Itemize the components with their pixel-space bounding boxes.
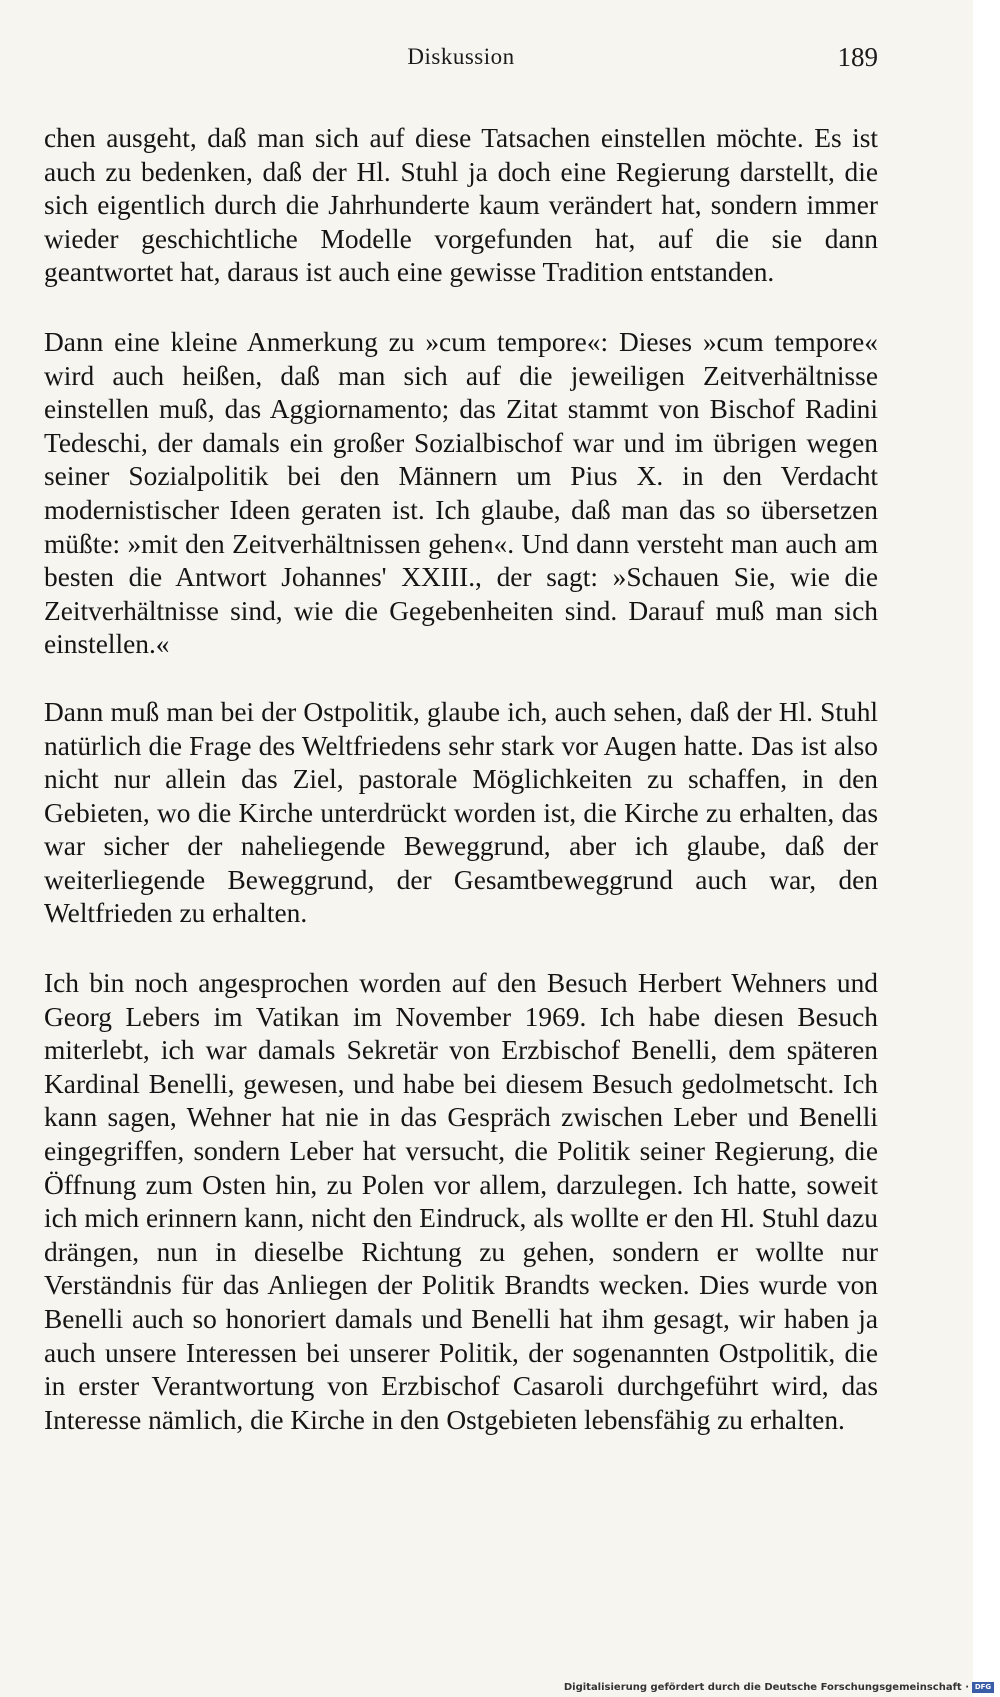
dfg-logo: DFG — [972, 1682, 994, 1693]
body-text — [44, 122, 878, 1437]
paragraph-3: Dann muß man bei der Ostpolitik, glaube ich, auch sehen, daß der Hl. Stuhl natürlich die Frage des Weltfriedens sehr stark vor Augen hatte. Das ist also nicht nur allein das Ziel, pastorale Möglichkeiten zu schaffen, in den Gebieten, wo die Kirche unterdrückt worden ist, die Kirche zu erhalten, das war sicher der naheliegende Beweggrund, aber ich glaube, daß der weiterliegende Beweggrund, der Gesamtbeweggrund auch war, den Weltfrieden zu erhalten. — [44, 696, 878, 929]
page-number: 189 — [837, 42, 878, 72]
digitization-credit — [564, 1680, 994, 1694]
running-title: Diskussion — [407, 44, 515, 69]
paragraph-2: Dann eine kleine Anmerkung zu »cum tempore«: Dieses »cum tempore« wird auch heißen, daß man sich auf die jeweiligen Zeitverhältnisse einstellen muß, das Aggiornamento; das Zitat stammt von Bischof Radini Tedeschi, der damals ein großer Sozialbischof war und im übrigen wegen seiner Sozialpolitik bei den Männern um Pius X. in den Verdacht modernistischer Ideen geraten ist. Ich glaube, daß man das so übersetzen müßte: »mit den Zeitverhältnissen gehen«. Und dann versteht man auch am besten die Antwort Johannes' XXIII., der sagt: »Schauen Sie, wie die Zeitverhältnisse sind, wie die Gegebenheiten sind. Darauf muß man sich einstellen.« — [44, 326, 878, 660]
margin-strip — [973, 0, 1000, 1697]
paragraph-1: chen ausgeht, daß man sich auf diese Tatsachen einstellen möchte. Es ist auch zu bedenken, daß der Hl. Stuhl ja doch eine Regierung darstellt, die sich eigentlich durch die Jahrhunderte kaum verändert hat, sondern immer wieder geschichtliche Modelle vorgefunden hat, auf die sie dann geantwortet hat, daraus ist auch eine gewisse Tradition entstanden. — [44, 123, 878, 288]
page-header — [44, 44, 878, 80]
paragraph-4: Ich bin noch angesprochen worden auf den Besuch Herbert Wehners und Georg Lebers im Vatikan im November 1969. Ich habe diesen Besuch miterlebt, ich war damals Sekretär von Erzbischof Benelli, dem späteren Kardinal Benelli, gewesen, und habe bei diesem Besuch gedolmetscht. Ich kann sagen, Wehner hat nie in das Gespräch zwischen Leber und Benelli eingegriffen, sondern Leber hat versucht, die Politik seiner Regierung, die Öffnung zum Osten hin, zu Polen vor allem, darzulegen. Ich hatte, soweit ich mich erinnern kann, nicht den Eindruck, als wollte er den Hl. Stuhl dazu drängen, nun in dieselbe Richtung zu gehen, sondern er wollte nur Verständnis für das Anliegen der Politik Brandts wecken. Dies wurde von Benelli auch so honoriert damals und Benelli hat ihm gesagt, wir haben ja auch unsere Interessen bei unserer Politik, der sogenannten Ostpolitik, die in erster Verantwortung von Erzbischof Casaroli durchgeführt wird, das Interesse nämlich, die Kirche in den Ostgebieten lebensfähig zu erhalten. — [44, 968, 878, 1435]
credit-text: Digitalisierung gefördert durch die Deutsche Forschungsgemeinschaft · — [563, 1681, 969, 1693]
